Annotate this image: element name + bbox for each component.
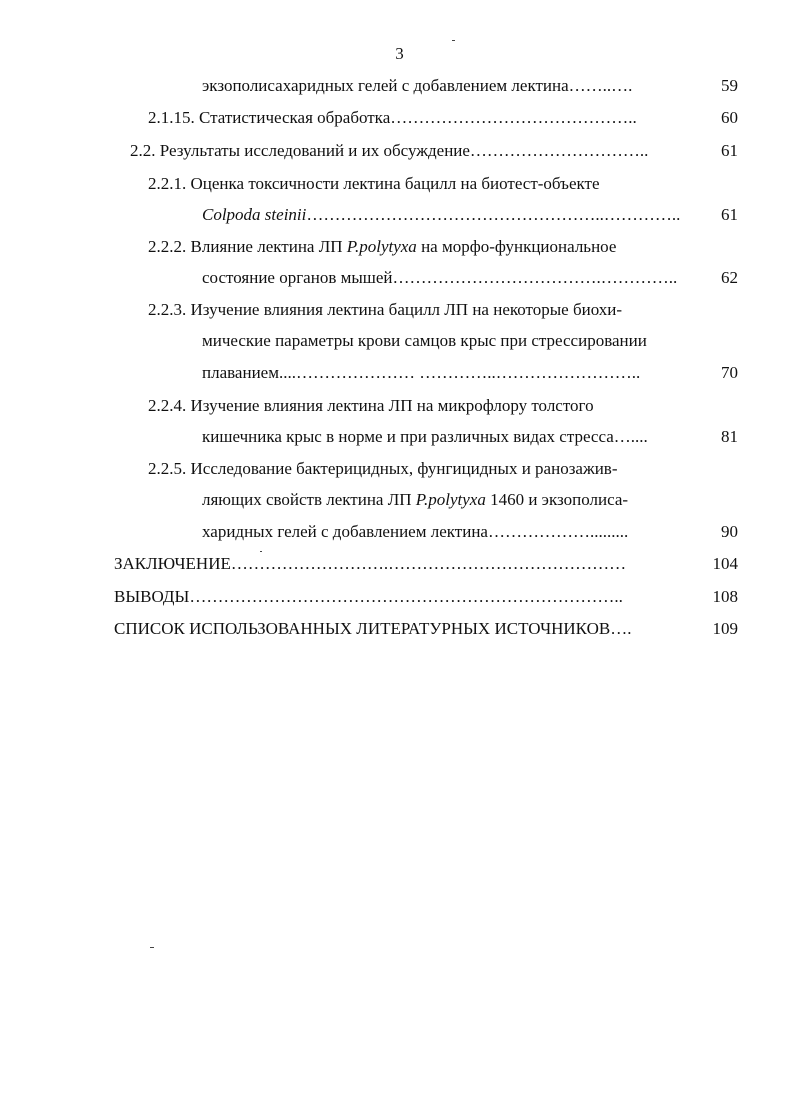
species-name: P.polytyxa xyxy=(346,237,417,256)
toc-entry-text: состояние органов мышей……………………………….………….. xyxy=(202,268,678,287)
toc-entry-text xyxy=(202,490,628,510)
toc-entry-text: экзополисахаридных гелей с добавлением лектина……..…. xyxy=(202,76,633,95)
scan-speck xyxy=(260,551,262,552)
toc-entry-text: 2.2.1. Оценка токсичности лектина бацилл на биотест-объекте xyxy=(148,174,600,193)
toc-entry-text: 2.2.4. Изучение влияния лектина ЛП на микрофлору толстого xyxy=(148,396,594,415)
toc-entry-page: 59 xyxy=(721,76,738,95)
toc-leader: ……………………………………………..………….. xyxy=(306,205,681,224)
toc-entry-page: 81 xyxy=(721,427,738,446)
toc-entry-page: 61 xyxy=(721,141,738,160)
toc-text-part: 1460 и экзополиса- xyxy=(485,490,629,509)
toc-entry-text: 2.1.15. Статистическая обработка…………………………………….. xyxy=(148,108,637,127)
toc-text-part: 2.2.2. Влияние лектина ЛП xyxy=(148,237,347,256)
toc-entry-text: ВЫВОДЫ………………………………………………………………….. xyxy=(114,587,623,606)
toc-entry-page: 109 xyxy=(712,619,738,638)
toc-entry-page: 104 xyxy=(712,554,738,573)
toc-entry-page: 60 xyxy=(721,108,738,127)
toc-entry-page: 108 xyxy=(712,587,738,606)
scan-speck xyxy=(150,947,154,948)
toc-text-part: ляющих свойств лектина ЛП xyxy=(202,490,416,509)
page-number: 3 xyxy=(395,44,404,63)
toc-entry-text: СПИСОК ИСПОЛЬЗОВАННЫХ ЛИТЕРАТУРНЫХ ИСТОЧНИКОВ…. xyxy=(114,619,632,638)
toc-entry-page: 61 xyxy=(721,205,738,224)
toc-entry-text: мические параметры крови самцов крыс при стрессировании xyxy=(202,331,647,350)
toc-entry-text: 2.2. Результаты исследований и их обсуждение………………………….. xyxy=(130,141,649,160)
toc-entry-text: ЗАКЛЮЧЕНИЕ……………………….…………………………………… xyxy=(114,554,627,573)
toc-text-part: на морфо-функциональное xyxy=(416,237,617,256)
toc-entry-text: кишечника крыс в норме и при различных видах стресса….... xyxy=(202,427,648,446)
species-name: Colpoda steinii xyxy=(202,205,307,224)
toc-entry-page: 62 xyxy=(721,268,738,287)
toc-entry-text: 2.2.5. Исследование бактерицидных, фунгицидных и ранозажив- xyxy=(148,459,618,478)
toc-entry-text: 2.2.3. Изучение влияния лектина бацилл ЛП на некоторые биохи- xyxy=(148,300,623,319)
toc-entry-page: 90 xyxy=(721,522,738,541)
toc-entry-text: плаванием....………………… …………..…………………….. xyxy=(202,363,641,382)
toc-entry-page: 70 xyxy=(721,363,738,382)
species-name: P.polytyxa xyxy=(415,490,486,509)
toc-entry-text xyxy=(148,237,616,257)
scan-speck xyxy=(452,40,455,41)
toc-entry-text xyxy=(202,205,680,225)
toc-entry-text: харидных гелей с добавлением лектина………………......... xyxy=(202,522,629,541)
